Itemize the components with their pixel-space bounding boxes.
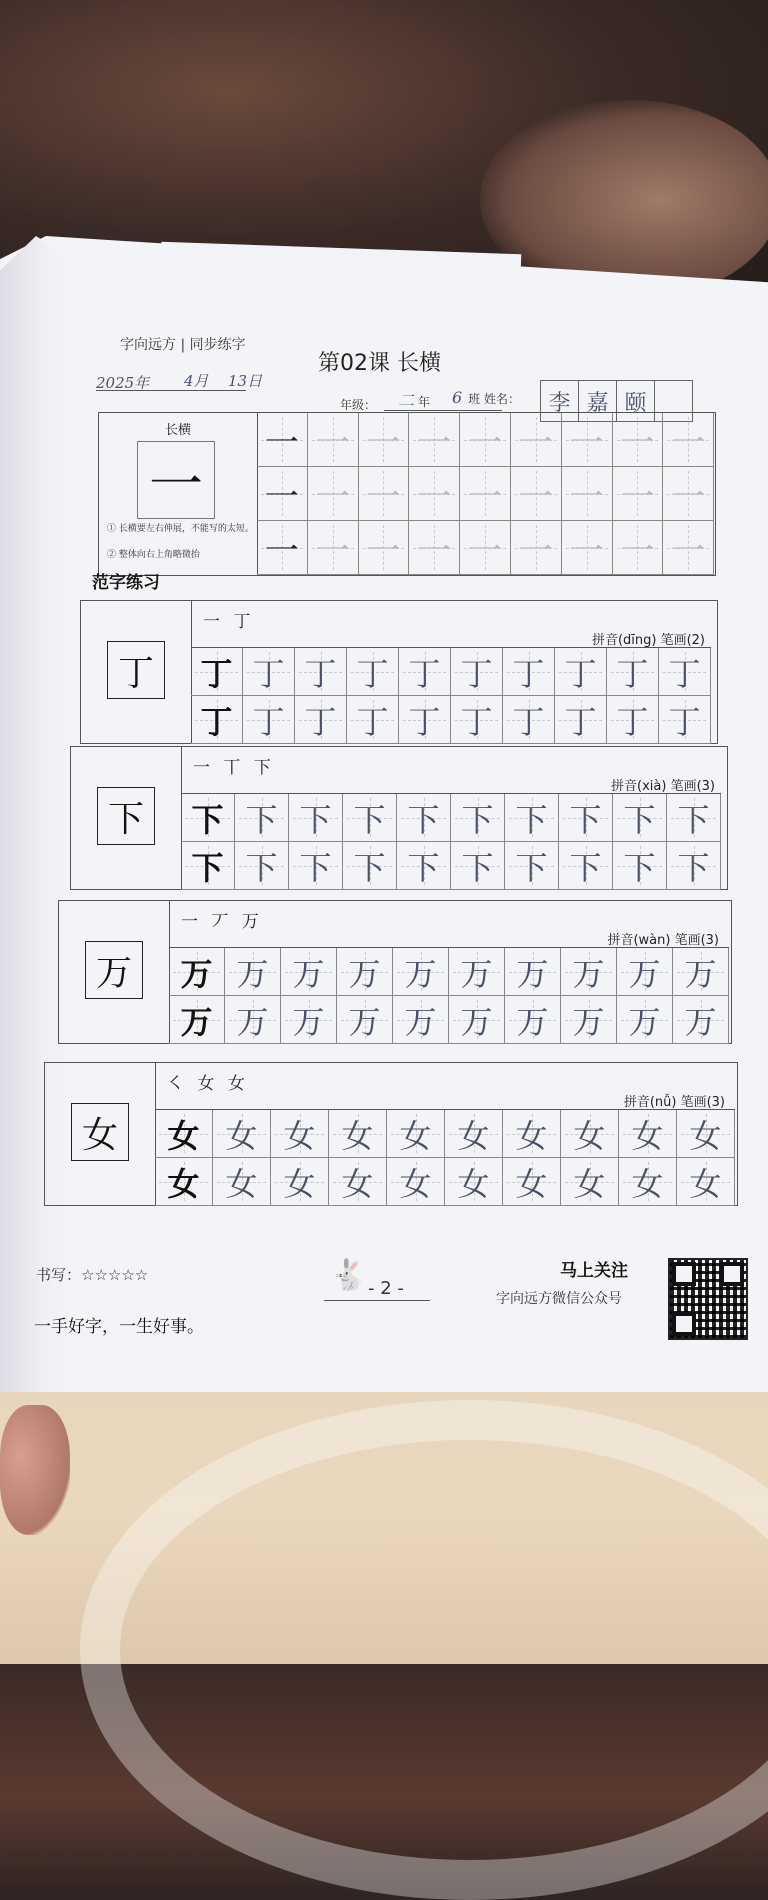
trace-cell: 一 (613, 413, 664, 467)
model-cell: 下 (181, 842, 235, 890)
practice-cell[interactable]: 丁 (243, 648, 295, 696)
date-year: 2025年 (96, 374, 150, 392)
practice-cell[interactable]: 丁 (659, 648, 711, 696)
practice-cell[interactable]: 万 (393, 948, 449, 996)
practice-cell[interactable]: 女 (329, 1158, 387, 1206)
stroke-order: 一 丁 (203, 612, 255, 632)
stroke-order: ㇛ 女 女 (167, 1074, 249, 1094)
practice-cell[interactable]: 万 (281, 996, 337, 1044)
practice-cell[interactable]: 下 (667, 794, 721, 842)
trace-cell: 一 (308, 521, 359, 575)
model-cell: 女 (155, 1110, 213, 1158)
lesson-title: 第02课 长横 (318, 351, 441, 376)
trace-cell: 一 (613, 521, 664, 575)
model-cell: 女 (155, 1158, 213, 1206)
stroke-name: 长横 (164, 423, 191, 438)
practice-cell[interactable]: 女 (503, 1110, 561, 1158)
practice-cell[interactable]: 女 (503, 1158, 561, 1206)
page-number: - 2 - (368, 1278, 404, 1299)
practice-cell[interactable]: 女 (561, 1110, 619, 1158)
practice-cell[interactable]: 丁 (555, 696, 607, 744)
trace-cell: 一 (359, 413, 410, 467)
pinyin-strokes: 拼音(nǚ) 笔画(3) (623, 1095, 725, 1110)
trace-cell: 一 (359, 521, 410, 575)
practice-cell[interactable]: 下 (505, 842, 559, 890)
practice-cell[interactable]: 万 (505, 948, 561, 996)
practice-cell[interactable]: 女 (619, 1158, 677, 1206)
trace-cell: 一 (663, 467, 714, 521)
practice-cell[interactable]: 万 (561, 948, 617, 996)
practice-cell[interactable]: 女 (213, 1110, 271, 1158)
model-char: 下 (97, 787, 155, 845)
grade-value: 二 年 (398, 391, 431, 410)
practice-cell[interactable]: 丁 (399, 696, 451, 744)
practice-block (44, 1062, 738, 1206)
stroke-note-2: ② 整体向右上角略微抬 (107, 550, 200, 560)
practice-cell[interactable]: 下 (559, 842, 613, 890)
practice-cell[interactable]: 万 (225, 948, 281, 996)
model-char: 女 (71, 1103, 129, 1161)
practice-cell[interactable]: 女 (387, 1158, 445, 1206)
pinyin-strokes: 拼音(wàn) 笔画(3) (607, 933, 719, 948)
date-month: 4月 (184, 372, 209, 390)
practice-cell[interactable]: 万 (505, 996, 561, 1044)
practice-cell[interactable]: 女 (329, 1110, 387, 1158)
practice-cell[interactable]: 女 (677, 1110, 735, 1158)
practice-cell[interactable]: 万 (225, 996, 281, 1044)
trace-cell: 一 (511, 413, 562, 467)
block-left (81, 601, 192, 743)
model-cell: 一 (257, 467, 308, 521)
stroke-note-1: ① 长横要左右伸展，不能写的太短。 (107, 524, 254, 534)
date-underline (96, 390, 246, 391)
date-day: 13日 (228, 372, 263, 390)
model-cell: 下 (181, 794, 235, 842)
model-cell: 丁 (191, 648, 243, 696)
practice-cell[interactable]: 万 (449, 996, 505, 1044)
practice-block (58, 900, 732, 1044)
practice-cell[interactable]: 下 (289, 842, 343, 890)
section-title: 范字练习 (92, 573, 160, 593)
practice-cell[interactable]: 丁 (659, 696, 711, 744)
trace-cell: 一 (511, 521, 562, 575)
practice-cell[interactable]: 下 (559, 794, 613, 842)
stroke-model-char: 一 (137, 441, 215, 519)
practice-cell[interactable]: 万 (617, 996, 673, 1044)
practice-grid (155, 1109, 735, 1206)
model-char: 万 (85, 941, 143, 999)
stroke-order: 一 丆 万 (181, 912, 263, 932)
pinyin-strokes: 拼音(xià) 笔画(3) (611, 779, 715, 794)
practice-cell[interactable]: 下 (451, 842, 505, 890)
block-left (71, 747, 182, 889)
trace-cell: 一 (409, 413, 460, 467)
practice-cell[interactable]: 万 (561, 996, 617, 1044)
qr-finder (672, 1312, 696, 1336)
stroke-order: 一 丅 下 (193, 758, 275, 778)
practice-cell[interactable]: 丁 (503, 648, 555, 696)
trace-cell: 一 (460, 521, 511, 575)
practice-cell[interactable]: 下 (235, 794, 289, 842)
rabbit-icon: 🐇 (330, 1258, 368, 1293)
practice-cell[interactable]: 下 (235, 842, 289, 890)
model-char: 丁 (107, 641, 165, 699)
practice-cell[interactable]: 女 (271, 1110, 329, 1158)
name-char: 颐 (617, 381, 655, 421)
name-char: 李 (541, 381, 579, 421)
trace-cell: 一 (663, 521, 714, 575)
grade-underline (384, 410, 502, 411)
practice-grid (169, 947, 729, 1044)
trace-cell: 一 (562, 413, 613, 467)
practice-cell[interactable]: 万 (673, 996, 729, 1044)
practice-cell[interactable]: 女 (677, 1158, 735, 1206)
qr-code-icon[interactable] (668, 1258, 748, 1340)
practice-cell[interactable]: 女 (387, 1110, 445, 1158)
practice-cell[interactable]: 丁 (295, 696, 347, 744)
block-left (59, 901, 170, 1043)
page-curve (0, 236, 72, 1392)
practice-block (80, 600, 718, 744)
qr-finder (720, 1262, 744, 1286)
practice-cell[interactable]: 丁 (243, 696, 295, 744)
stroke-intro-left (99, 413, 258, 575)
qr-finder (672, 1262, 696, 1286)
practice-cell[interactable]: 万 (337, 948, 393, 996)
practice-cell[interactable]: 女 (445, 1158, 503, 1206)
stroke-practice-grid (257, 413, 714, 575)
practice-cell[interactable]: 丁 (607, 648, 659, 696)
model-cell: 万 (169, 948, 225, 996)
name-char: 嘉 (579, 381, 617, 421)
practice-cell[interactable]: 万 (449, 948, 505, 996)
practice-grid (191, 647, 711, 744)
model-cell: 一 (257, 521, 308, 575)
wechat-text: 字向远方微信公众号 (496, 1291, 622, 1307)
practice-cell[interactable]: 丁 (503, 696, 555, 744)
practice-cell[interactable]: 万 (281, 948, 337, 996)
follow-text: 马上关注 (560, 1261, 628, 1281)
model-cell: 一 (257, 413, 308, 467)
block-left (45, 1063, 156, 1205)
practice-cell[interactable]: 下 (397, 842, 451, 890)
practice-cell[interactable]: 女 (445, 1110, 503, 1158)
practice-cell[interactable]: 女 (619, 1110, 677, 1158)
pinyin-strokes: 拼音(dīng) 笔画(2) (591, 633, 705, 648)
stroke-intro-block (98, 412, 716, 576)
practice-cell[interactable]: 丁 (347, 696, 399, 744)
practice-cell[interactable]: 下 (289, 794, 343, 842)
practice-cell[interactable]: 丁 (607, 696, 659, 744)
practice-cell[interactable]: 丁 (451, 648, 503, 696)
practice-cell[interactable]: 万 (393, 996, 449, 1044)
practice-cell[interactable]: 下 (613, 794, 667, 842)
practice-cell[interactable]: 下 (343, 794, 397, 842)
trace-cell: 一 (308, 413, 359, 467)
practice-cell[interactable]: 女 (213, 1158, 271, 1206)
practice-cell[interactable]: 下 (343, 842, 397, 890)
grade-label: 年级： (340, 398, 377, 412)
practice-block (70, 746, 728, 890)
practice-cell[interactable]: 下 (667, 842, 721, 890)
practice-cell[interactable]: 万 (617, 948, 673, 996)
trace-cell: 一 (308, 467, 359, 521)
trace-cell: 一 (460, 413, 511, 467)
practice-cell[interactable]: 丁 (555, 648, 607, 696)
trace-cell: 一 (663, 413, 714, 467)
trace-cell: 一 (460, 467, 511, 521)
practice-cell[interactable]: 万 (337, 996, 393, 1044)
trace-cell: 一 (409, 467, 460, 521)
practice-cell[interactable]: 下 (451, 794, 505, 842)
practice-cell[interactable]: 丁 (399, 648, 451, 696)
trace-cell: 一 (409, 521, 460, 575)
model-cell: 丁 (191, 696, 243, 744)
practice-grid (181, 793, 721, 890)
trace-cell: 一 (562, 521, 613, 575)
practice-cell[interactable]: 丁 (451, 696, 503, 744)
page-number-underline (324, 1300, 430, 1301)
background-finger (0, 1405, 70, 1535)
practice-cell[interactable]: 下 (505, 794, 559, 842)
model-cell: 万 (169, 996, 225, 1044)
brand-text: 字向远方 | 同步练字 (120, 337, 246, 353)
motto: 一手好字，一生好事。 (34, 1317, 204, 1337)
trace-cell: 一 (359, 467, 410, 521)
practice-cell[interactable]: 女 (271, 1158, 329, 1206)
practice-cell[interactable]: 丁 (295, 648, 347, 696)
trace-cell: 一 (511, 467, 562, 521)
practice-cell[interactable]: 下 (613, 842, 667, 890)
trace-cell: 一 (562, 467, 613, 521)
class-value: 6 班 姓名： (452, 388, 521, 407)
practice-cell[interactable]: 下 (397, 794, 451, 842)
rating-stars: 书写：☆☆☆☆☆ (36, 1266, 149, 1284)
practice-cell[interactable]: 女 (561, 1158, 619, 1206)
practice-cell[interactable]: 丁 (347, 648, 399, 696)
trace-cell: 一 (613, 467, 664, 521)
practice-cell[interactable]: 万 (673, 948, 729, 996)
